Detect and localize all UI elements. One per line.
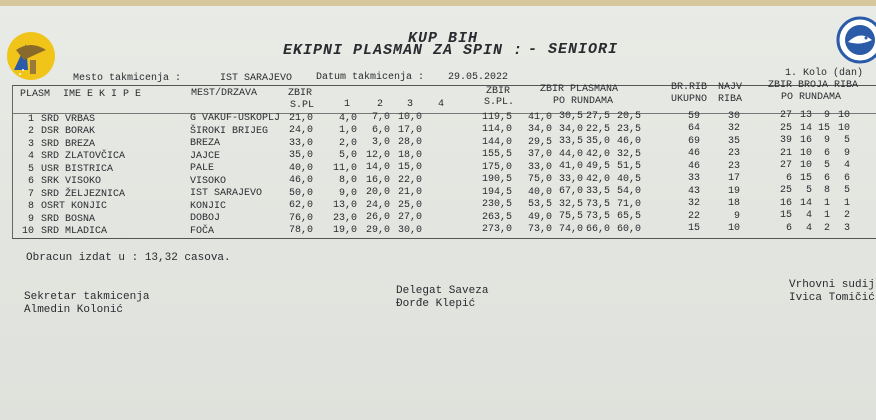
cell-b4: 5: [843, 135, 850, 147]
cell-p2: 67,0: [559, 186, 584, 198]
cell-r3: 27,0: [397, 212, 422, 224]
cell-p2: 33,5: [559, 136, 584, 148]
cell-plasm: 1: [27, 113, 34, 125]
cell-p1: 37,0: [528, 149, 553, 161]
cell-b3: 1: [823, 197, 830, 209]
cell-b2: 10: [799, 160, 812, 172]
cell-p3: 66,0: [586, 223, 611, 235]
cell-r2: 20,0: [365, 187, 390, 199]
cell-zbir: 24,0: [289, 125, 314, 137]
cell-zbir2: 119,5: [482, 111, 513, 123]
cell-b1: 27: [779, 160, 792, 172]
cell-najv: 30: [727, 110, 740, 122]
cell-p4: 65,5: [617, 211, 642, 223]
cell-p1: 75,0: [528, 174, 553, 186]
header-round-1: 1: [344, 99, 351, 110]
header-round-2: 2: [377, 99, 384, 110]
cell-zbir: 78,0: [289, 225, 314, 237]
cell-p3: 42,0: [586, 148, 611, 160]
cell-b4: 5: [843, 185, 850, 197]
cell-zbir2: 144,0: [482, 136, 513, 148]
cell-p3: 42,0: [586, 173, 611, 185]
judge-label: Vrhovni sudij: [789, 279, 875, 291]
cell-r3: 18,0: [397, 149, 422, 161]
cell-r1: 11,0: [332, 162, 357, 174]
cell-b3: 1: [823, 210, 830, 222]
cell-mest: KONJIC: [190, 200, 227, 212]
header-br-rib: BR.RIB: [671, 82, 708, 93]
cell-ime: SRD VRBAS: [41, 113, 96, 125]
cell-p4: 23,5: [617, 123, 642, 135]
cell-p1: 73,0: [528, 224, 553, 236]
judge-name: Ivica Tomičić: [789, 292, 875, 304]
cell-r2: 7,0: [371, 112, 390, 124]
secretary-label: Sekretar takmicenja: [24, 291, 150, 303]
cell-plasm: 9: [27, 213, 34, 225]
cell-ime: OSRT KONJIC: [41, 201, 108, 213]
cell-p1: 34,0: [528, 124, 553, 136]
header-po-rundama-2: PO RUNDAMA: [781, 92, 842, 103]
cell-mest: IST SARAJEVO: [190, 188, 263, 200]
cell-zbir2: 230,5: [482, 199, 513, 211]
cell-najv: 35: [727, 135, 740, 147]
cell-p3: 22,5: [586, 123, 611, 135]
cell-ime: SRK VISOKO: [41, 176, 102, 188]
cell-b1: 25: [779, 122, 792, 134]
cell-r3: 17,0: [397, 124, 422, 136]
cell-najv: 10: [727, 223, 740, 235]
cell-br: 46: [687, 160, 700, 172]
cell-zbir2: 175,0: [482, 161, 513, 173]
cell-p1: 49,0: [528, 211, 553, 223]
cell-zbir2: 155,5: [482, 149, 513, 161]
cell-r1: 23,0: [332, 212, 357, 224]
table-left-border: [12, 85, 13, 238]
cell-br: 33: [687, 173, 700, 185]
cell-zbir2: 194,5: [482, 186, 513, 198]
cell-mest: G VAKUF-USKOPLJ: [190, 113, 281, 125]
header-spl-1: S.PL: [290, 100, 315, 111]
top-edge-strip: [0, 0, 876, 6]
cell-r2: 24,0: [365, 199, 390, 211]
cell-p3: 73,5: [586, 211, 611, 223]
cell-najv: 17: [727, 173, 740, 185]
cell-b4: 2: [843, 210, 850, 222]
venue-label: Mesto takmicenja :: [73, 73, 182, 84]
cell-zbir: 76,0: [289, 212, 314, 224]
cell-r2: 6,0: [371, 124, 390, 136]
cell-b3: 15: [817, 122, 830, 134]
cell-mest: PALE: [190, 163, 215, 175]
cell-mest: VISOKO: [190, 175, 227, 187]
cell-r2: 12,0: [365, 149, 390, 161]
cell-br: 69: [687, 135, 700, 147]
cell-p4: 46,0: [617, 136, 642, 148]
cell-r2: 3,0: [371, 137, 390, 149]
cell-p3: 35,0: [586, 136, 611, 148]
cell-ime: DSR BORAK: [41, 126, 96, 138]
cell-p2: 30,5: [559, 111, 584, 123]
cell-zbir2: 190,5: [482, 174, 513, 186]
cell-r3: 28,0: [397, 137, 422, 149]
cell-b3: 5: [823, 160, 830, 172]
issued-time: Obracun izdat u : 13,32 casova.: [26, 252, 231, 264]
cell-b2: 14: [799, 197, 812, 209]
cell-plasm: 8: [27, 201, 34, 213]
cell-r3: 15,0: [397, 162, 422, 174]
cell-b1: 6: [785, 222, 792, 234]
cell-zbir: 40,0: [289, 162, 314, 174]
cell-p4: 20,5: [617, 111, 642, 123]
cell-plasm: 2: [27, 126, 34, 138]
cell-p4: 54,0: [617, 186, 642, 198]
cell-p1: 53,5: [528, 199, 553, 211]
cell-zbir2: 273,0: [482, 224, 513, 236]
cell-ime: SRD BOSNA: [41, 213, 96, 225]
cell-r1: 2,0: [338, 137, 357, 149]
cell-br: 43: [687, 185, 700, 197]
cell-zbir: 50,0: [289, 187, 314, 199]
cell-plasm: 6: [27, 176, 34, 188]
cell-b1: 21: [779, 147, 792, 159]
cell-p4: 40,5: [617, 173, 642, 185]
cell-b4: 6: [843, 172, 850, 184]
cell-plasm: 4: [27, 151, 34, 163]
header-zbir-plasmana: ZBIR PLASMANA: [540, 84, 619, 95]
cell-r2: 29,0: [365, 224, 390, 236]
cell-p1: 41,0: [528, 111, 553, 123]
cell-najv: 9: [733, 210, 740, 222]
cell-b4: 10: [837, 110, 850, 122]
cell-b2: 13: [799, 110, 812, 122]
cell-b1: 16: [779, 197, 792, 209]
cell-p2: 34,0: [559, 123, 584, 135]
cell-mest: DOBOJ: [190, 213, 221, 225]
table-bottom-rule: [12, 238, 876, 239]
cell-b4: 1: [843, 197, 850, 209]
cell-br: 59: [687, 110, 700, 122]
cell-br: 32: [687, 198, 700, 210]
club-logo: [836, 16, 876, 66]
cell-p1: 29,5: [528, 136, 553, 148]
cell-p3: 33,5: [586, 186, 611, 198]
cell-p3: 49,5: [586, 161, 611, 173]
cell-b3: 9: [823, 135, 830, 147]
cell-b3: 2: [823, 222, 830, 234]
cell-zbir: 21,0: [289, 112, 314, 124]
cell-b1: 27: [779, 110, 792, 122]
cell-b2: 15: [799, 172, 812, 184]
date-label: Datum takmicenja :: [316, 72, 425, 83]
cell-p2: 75,5: [559, 211, 584, 223]
cell-ime: SRD ŽELJEZNICA: [41, 188, 126, 200]
cell-mest: ŠIROKI BRIJEG: [190, 125, 269, 137]
cell-zbir: 33,0: [289, 137, 314, 149]
cell-b2: 4: [805, 222, 812, 234]
delegate-name: Đorđe Klepić: [396, 298, 476, 310]
cell-b1: 15: [779, 210, 792, 222]
cell-najv: 19: [727, 185, 740, 197]
cell-p4: 60,0: [617, 223, 642, 235]
header-spl-2: S.PL.: [484, 97, 515, 108]
cell-b2: 14: [799, 122, 812, 134]
cell-r1: 8,0: [338, 175, 357, 187]
cell-plasm: 7: [27, 188, 34, 200]
cell-b4: 4: [843, 160, 850, 172]
cell-najv: 32: [727, 123, 740, 135]
title-plasman: EKIPNI PLASMAN ZA SPIN :: [283, 42, 524, 59]
cell-p2: 33,0: [559, 173, 584, 185]
cell-zbir: 35,0: [289, 150, 314, 162]
cell-najv: 18: [727, 198, 740, 210]
cell-mest: JAJCE: [190, 150, 221, 162]
table-header-rule: [12, 113, 876, 114]
cell-b3: 9: [823, 110, 830, 122]
cell-b2: 4: [805, 210, 812, 222]
cell-p3: 73,5: [586, 198, 611, 210]
title-kup: KUP BIH: [408, 30, 479, 47]
header-zbir-2: ZBIR: [486, 86, 511, 97]
cell-br: 22: [687, 210, 700, 222]
cell-b3: 6: [823, 172, 830, 184]
secretary-name: Almedin Kolonić: [24, 304, 124, 316]
cell-p2: 74,0: [559, 223, 584, 235]
cell-plasm: 10: [21, 226, 34, 238]
cell-r3: 25,0: [397, 199, 422, 211]
cell-b3: 8: [823, 185, 830, 197]
cell-ime: USR BISTRICA: [41, 163, 114, 175]
cell-b3: 6: [823, 147, 830, 159]
cell-b4: 10: [837, 122, 850, 134]
header-riba: RIBA: [718, 94, 743, 105]
header-team: IME E K I P E: [63, 89, 142, 100]
delegate-label: Delegat Saveza: [396, 285, 489, 297]
cell-p4: 32,5: [617, 148, 642, 160]
cell-r3: 30,0: [397, 224, 422, 236]
cell-r3: 22,0: [397, 174, 422, 186]
cell-br: 64: [687, 123, 700, 135]
cell-najv: 23: [727, 148, 740, 160]
header-location: MEST/DRZAVA: [191, 88, 258, 99]
cell-p1: 40,0: [528, 186, 553, 198]
cell-r2: 14,0: [365, 162, 390, 174]
cell-b4: 3: [843, 222, 850, 234]
cell-r1: 4,0: [338, 112, 357, 124]
header-po-rundama: PO RUNDAMA: [553, 96, 614, 107]
cell-b2: 5: [805, 185, 812, 197]
cell-p2: 32,5: [559, 198, 584, 210]
cell-r2: 26,0: [365, 212, 390, 224]
cell-b1: 25: [779, 185, 792, 197]
cell-br: 46: [687, 148, 700, 160]
cell-ime: SRD ZLATOVČICA: [41, 151, 126, 163]
cell-mest: FOČA: [190, 225, 215, 237]
cell-b4: 9: [843, 147, 850, 159]
cell-b1: 39: [779, 135, 792, 147]
cell-p4: 71,0: [617, 198, 642, 210]
cell-ime: SRD BREZA: [41, 138, 96, 150]
cell-mest: BREZA: [190, 138, 221, 150]
cell-p4: 51,5: [617, 161, 642, 173]
header-plasm: PLASM: [20, 89, 51, 100]
table-top-rule: [12, 85, 876, 86]
cell-zbir2: 114,0: [482, 124, 513, 136]
cell-r2: 16,0: [365, 174, 390, 186]
venue-value: IST SARAJEVO: [220, 73, 293, 84]
header-zbir-broja: ZBIR BROJA RIBA: [768, 80, 859, 91]
cell-zbir: 46,0: [289, 175, 314, 187]
cell-plasm: 3: [27, 138, 34, 150]
header-zbir-1: ZBIR: [288, 88, 313, 99]
cell-zbir2: 263,5: [482, 211, 513, 223]
title-category: - SENIORI: [528, 41, 619, 58]
cell-najv: 23: [727, 160, 740, 172]
cell-r1: 19,0: [332, 225, 357, 237]
cell-zbir: 62,0: [289, 200, 314, 212]
header-round-4: 4: [438, 99, 445, 110]
cell-b2: 10: [799, 147, 812, 159]
cell-r1: 1,0: [338, 125, 357, 137]
header-ukupno: UKUPNO: [671, 94, 708, 105]
cell-b2: 16: [799, 135, 812, 147]
cell-r3: 10,0: [397, 112, 422, 124]
date-value: 29.05.2022: [448, 72, 509, 83]
cell-r1: 13,0: [332, 200, 357, 212]
cell-p3: 27,5: [586, 111, 611, 123]
cell-br: 15: [687, 223, 700, 235]
header-round-3: 3: [407, 99, 414, 110]
federation-logo: [6, 30, 56, 82]
cell-r1: 9,0: [338, 187, 357, 199]
cell-p2: 41,0: [559, 161, 584, 173]
cell-r1: 5,0: [338, 150, 357, 162]
cell-r3: 21,0: [397, 187, 422, 199]
cell-b1: 6: [785, 172, 792, 184]
cell-p2: 44,0: [559, 148, 584, 160]
cell-ime: SRD MLADICA: [41, 226, 108, 238]
cell-p1: 33,0: [528, 161, 553, 173]
round-label: 1. Kolo (dan): [785, 68, 864, 79]
cell-plasm: 5: [27, 163, 34, 175]
header-najv: NAJV: [718, 82, 743, 93]
